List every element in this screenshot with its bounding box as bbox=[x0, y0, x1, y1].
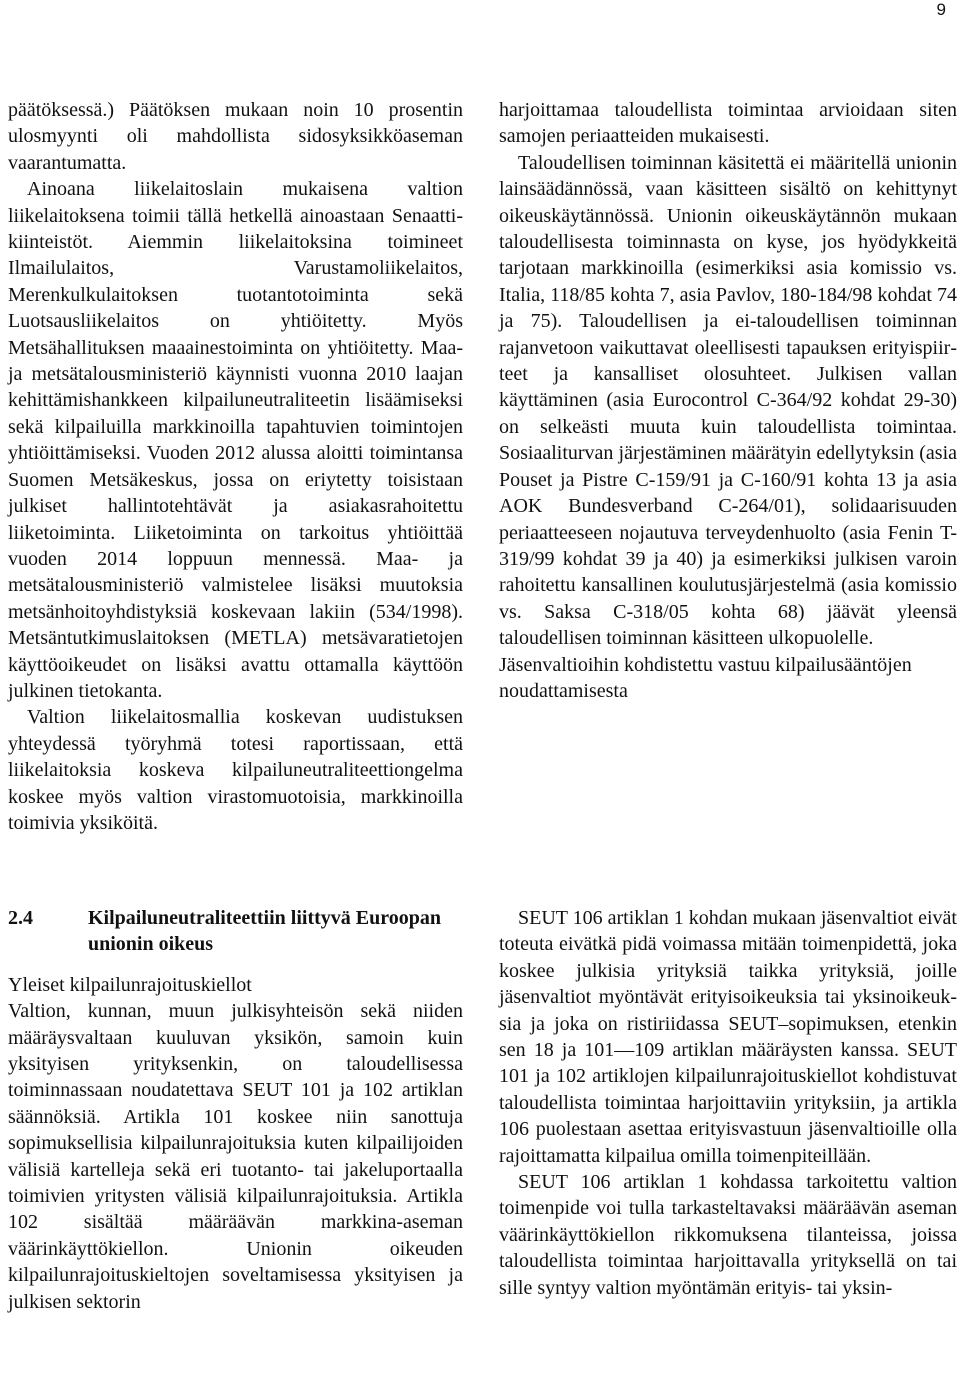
subheading: Jäsenvaltioihin kohdistettu vastuu kilpailusääntöjen noudattamisesta bbox=[499, 653, 912, 702]
paragraph: Taloudellisen toiminnan käsitettä ei määritellä unionin lainsäädännössä, vaan käsitteen sisältö on kehittynyt oikeuskäytännössä. Unionin oikeuskäytännön mukaan taloudellisesta toiminnasta on kyse, jos hyödykkeitä tarjotaan markkinoilla (esimerkiksi asia komissio vs. Italia, 118/85 kohta 7, asia Pavlov, 180-184/98 kohdat 74 ja 75). Taloudellisen ja ei-taloudellisen toiminnan rajanvetoon vaikuttavat oleellisesti tapauksen erityispiirteet ja kansalliset olosuhteet. Julkisen vallan käyttäminen (asia Eurocontrol C-364/92 kohdat 29-30) on selkeästi muuta kuin taloudellista toimintaa. Sosiaaliturvan järjestäminen määrätyin edellytyksin (asia Pouset ja Pistre C-159/91 ja C-160/91 kohta 13 ja asia AOK Bundesverband C-264/01), solidaarisuuden periaatteeseen nojautuva terveydenhuolto (asia Fenin T-319/99 kohdat 39 ja 40) ja esimerkiksi julkisen varoin rahoitettu kansallinen koulutusjärjestelmä (asia komissio vs. Saksa C-318/05 kohta 68) jäävät yleensä taloudellisen toiminnan käsitteen ulkopuolelle. bbox=[499, 151, 957, 650]
left-column-top bbox=[8, 97, 463, 836]
paragraph: päätöksessä.) Päätöksen mukaan noin 10 prosentin ulosmyynti oli mahdollista sidosyksikköaseman vaarantumatta. bbox=[8, 99, 463, 174]
left-column-bottom bbox=[8, 905, 463, 1315]
paragraph: Ainoana liikelaitoslain mukaisena valtion liikelaitoksena toimii tällä hetkellä ainoastaan Senaatti-kiinteistöt. Aiemmin liikelaitoksina toimineet Ilmailulaitos, Varustamoliikelaitos, Merenkulkulaitoksen tuotantotoiminta sekä Luotsausliikelaitos on yhtiöitetty. Myös Metsähallituksen maaainestoiminta on yhtiöitetty. Maa- ja metsätalousministeriö käynnisti vuonna 2010 laajan kehittämishankkeen kilpailuneutraliteetin lisäämiseksi sekä kilpailuilla markkinoilla tapahtuvien toimintojen yhtiöittämiseksi. Vuoden 2012 alussa aloitti toimintansa Suomen Metsäkeskus, jossa on eriytetty toisistaan julkiset hallintotehtävät ja asiakasrahoitettu liiketoiminta. Liiketoiminta on tarkoitus yhtiöittää vuoden 2014 loppuun mennessä. Maa- ja metsätalousministeriö valmistelee lisäksi muutoksia metsänhoitoyhdistyksiä koskevaan lakiin (534/1998). Metsäntutkimuslaitoksen (METLA) metsävaratietojen käyttöoikeudet on lisäksi avattu ottamalla käyttöön julkinen tietokanta. bbox=[8, 178, 463, 702]
section-number: 2.4 bbox=[8, 907, 33, 929]
paragraph: SEUT 106 artiklan 1 kohdan mukaan jäsenvaltiot eivät toteuta eivätkä pidä voimassa mitään toimenpidettä, joka koskee julkisia yrityksiä taikka yrityksiä, joille jäsenvaltiot myöntävät erityisoikeuksia tai yksinoikeuksia ja joka on ristiriidassa SEUT–sopimuksen, etenkin sen 18 ja 101—109 artiklan määräysten kanssa. SEUT 101 ja 102 artiklojen kilpailunrajoituskiellot kohdistuvat taloudellista toimintaa harjoittaviin yrityksiin, ja artikla 106 puolestaan asettaa erityisvastuun jäsenvaltioille olla rajoittamatta kilpailua omilla toimenpiteillään. bbox=[499, 907, 957, 1167]
subheading: Yleiset kilpailunrajoituskiellot bbox=[8, 973, 252, 996]
paragraph: Valtion, kunnan, muun julkisyhteisön sekä niiden määräysvaltaan kuuluvan yksikön, samoin kuin yksityisen yrityksenkin, on taloudellisessa toiminnassaan noudatettava SEUT 101 ja 102 artiklan säännöksiä. Artikla 101 koskee niin sanottuja sopimuksellisia kilpailunrajoituksia kuten kilpailijoiden välisiä kartelleja sekä eri tuotanto- tai jakeluportaalla toimivien yritysten välisiä kilpailunrajoituksia. Artikla 102 sisältää määräävän markkina-aseman väärinkäyttökiellon. Unionin oikeuden kilpailunrajoituskieltojen soveltamisessa yksityisen ja julkisen sektorin bbox=[8, 1000, 463, 1313]
section-title: Kilpailuneutraliteettiin liittyvä Euroopan unionin oikeus bbox=[88, 907, 441, 956]
paragraph: SEUT 106 artiklan 1 kohdassa tarkoitettu valtion toimenpide voi tulla tarkasteltavaksi määräävän aseman väärinkäyttökiellon rikkomuksena tilanteissa, joissa taloudellista toimintaa harjoittavalla yrityksellä on tai sille syntyy valtion myöntämän erityis- tai yksin- bbox=[499, 1171, 957, 1299]
paragraph: harjoittamaa taloudellista toimintaa arvioidaan siten samojen periaatteiden mukaisesti. bbox=[499, 99, 957, 148]
right-column-bottom bbox=[499, 905, 957, 1301]
right-column-top bbox=[499, 97, 957, 704]
paragraph: Valtion liikelaitosmallia koskevan uudistuksen yhteydessä työryhmä totesi raportissaan, että liikelaitoksia koskeva kilpailuneutraliteettiongelma koskee myös valtion virastomuotoisia, markkinoilla toimivia yksiköitä. bbox=[8, 706, 463, 834]
page-number: 9 bbox=[936, 0, 946, 19]
section-heading bbox=[8, 905, 463, 958]
